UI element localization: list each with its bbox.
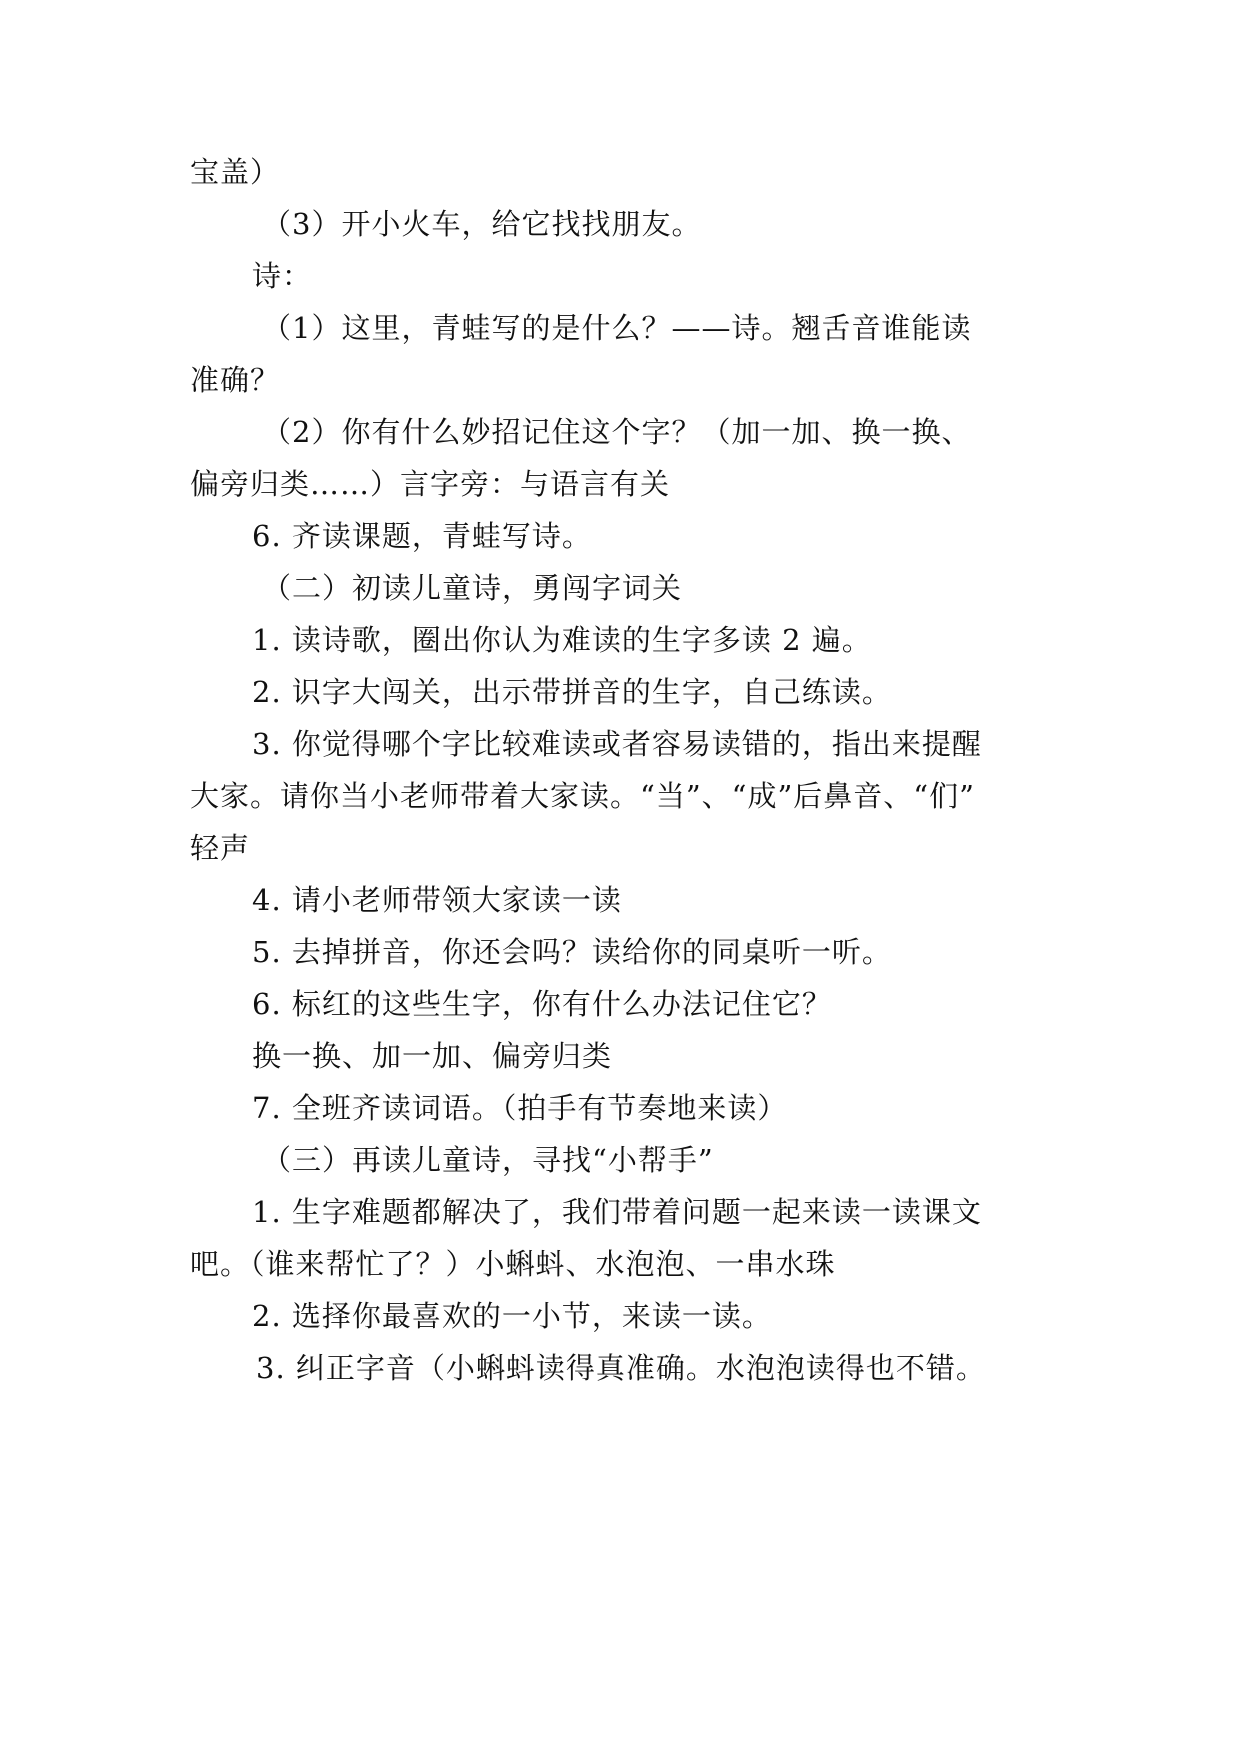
text-line-step-3: （3）开小火车，给它找找朋友。 — [262, 207, 702, 241]
text-line-shi-2-cont: 偏旁归类……）言字旁：与语言有关 — [190, 467, 671, 501]
text-line-3-2: 2. 选择你最喜欢的一小节，来读一读。 — [252, 1299, 772, 1333]
text-line-3-1-cont: 吧。（谁来帮忙了？）小蝌蚪、水泡泡、一串水珠 — [190, 1247, 836, 1281]
text-line-continuation: 宝盖） — [190, 155, 281, 189]
text-line-3-1: 1. 生字难题都解决了，我们带着问题一起来读一读课文 — [252, 1195, 982, 1229]
text-line-shi-1-cont: 准确？ — [190, 363, 281, 397]
text-line-2-6-cont: 换一换、加一加、偏旁归类 — [252, 1039, 613, 1073]
text-line-shi-1: （1）这里，青蛙写的是什么？——诗。翘舌音谁能读 — [262, 311, 972, 345]
text-line-2-6: 6. 标红的这些生字，你有什么办法记住它？ — [252, 987, 832, 1021]
text-line-2-3-cont: 大家。请你当小老师带着大家读。“当”、“成”后鼻音、“们” — [190, 779, 975, 813]
section-heading-3: （三）再读儿童诗，寻找“小帮手” — [262, 1143, 714, 1177]
text-line-shi-2: （2）你有什么妙招记住这个字？（加一加、换一换、 — [262, 415, 972, 449]
text-line-2-3-cont2: 轻声 — [190, 831, 251, 865]
text-line-2-7: 7. 全班齐读词语。（拍手有节奏地来读） — [252, 1091, 788, 1125]
section-heading-2: （二）初读儿童诗，勇闯字词关 — [262, 571, 683, 605]
text-line-2-2: 2. 识字大闯关，出示带拼音的生字，自己练读。 — [252, 675, 892, 709]
text-line-2-4: 4. 请小老师带领大家读一读 — [252, 883, 622, 917]
text-line-shi-heading: 诗： — [252, 259, 313, 293]
text-line-item-6: 6. 齐读课题，青蛙写诗。 — [252, 519, 592, 553]
text-line-3-3: 3. 纠正字音（小蝌蚪读得真准确。水泡泡读得也不错。 — [256, 1351, 986, 1385]
text-line-2-3: 3. 你觉得哪个字比较难读或者容易读错的，指出来提醒 — [252, 727, 982, 761]
text-line-2-5: 5. 去掉拼音，你还会吗？读给你的同桌听一听。 — [252, 935, 892, 969]
text-line-2-1: 1. 读诗歌，圈出你认为难读的生字多读 2 遍。 — [252, 623, 872, 657]
